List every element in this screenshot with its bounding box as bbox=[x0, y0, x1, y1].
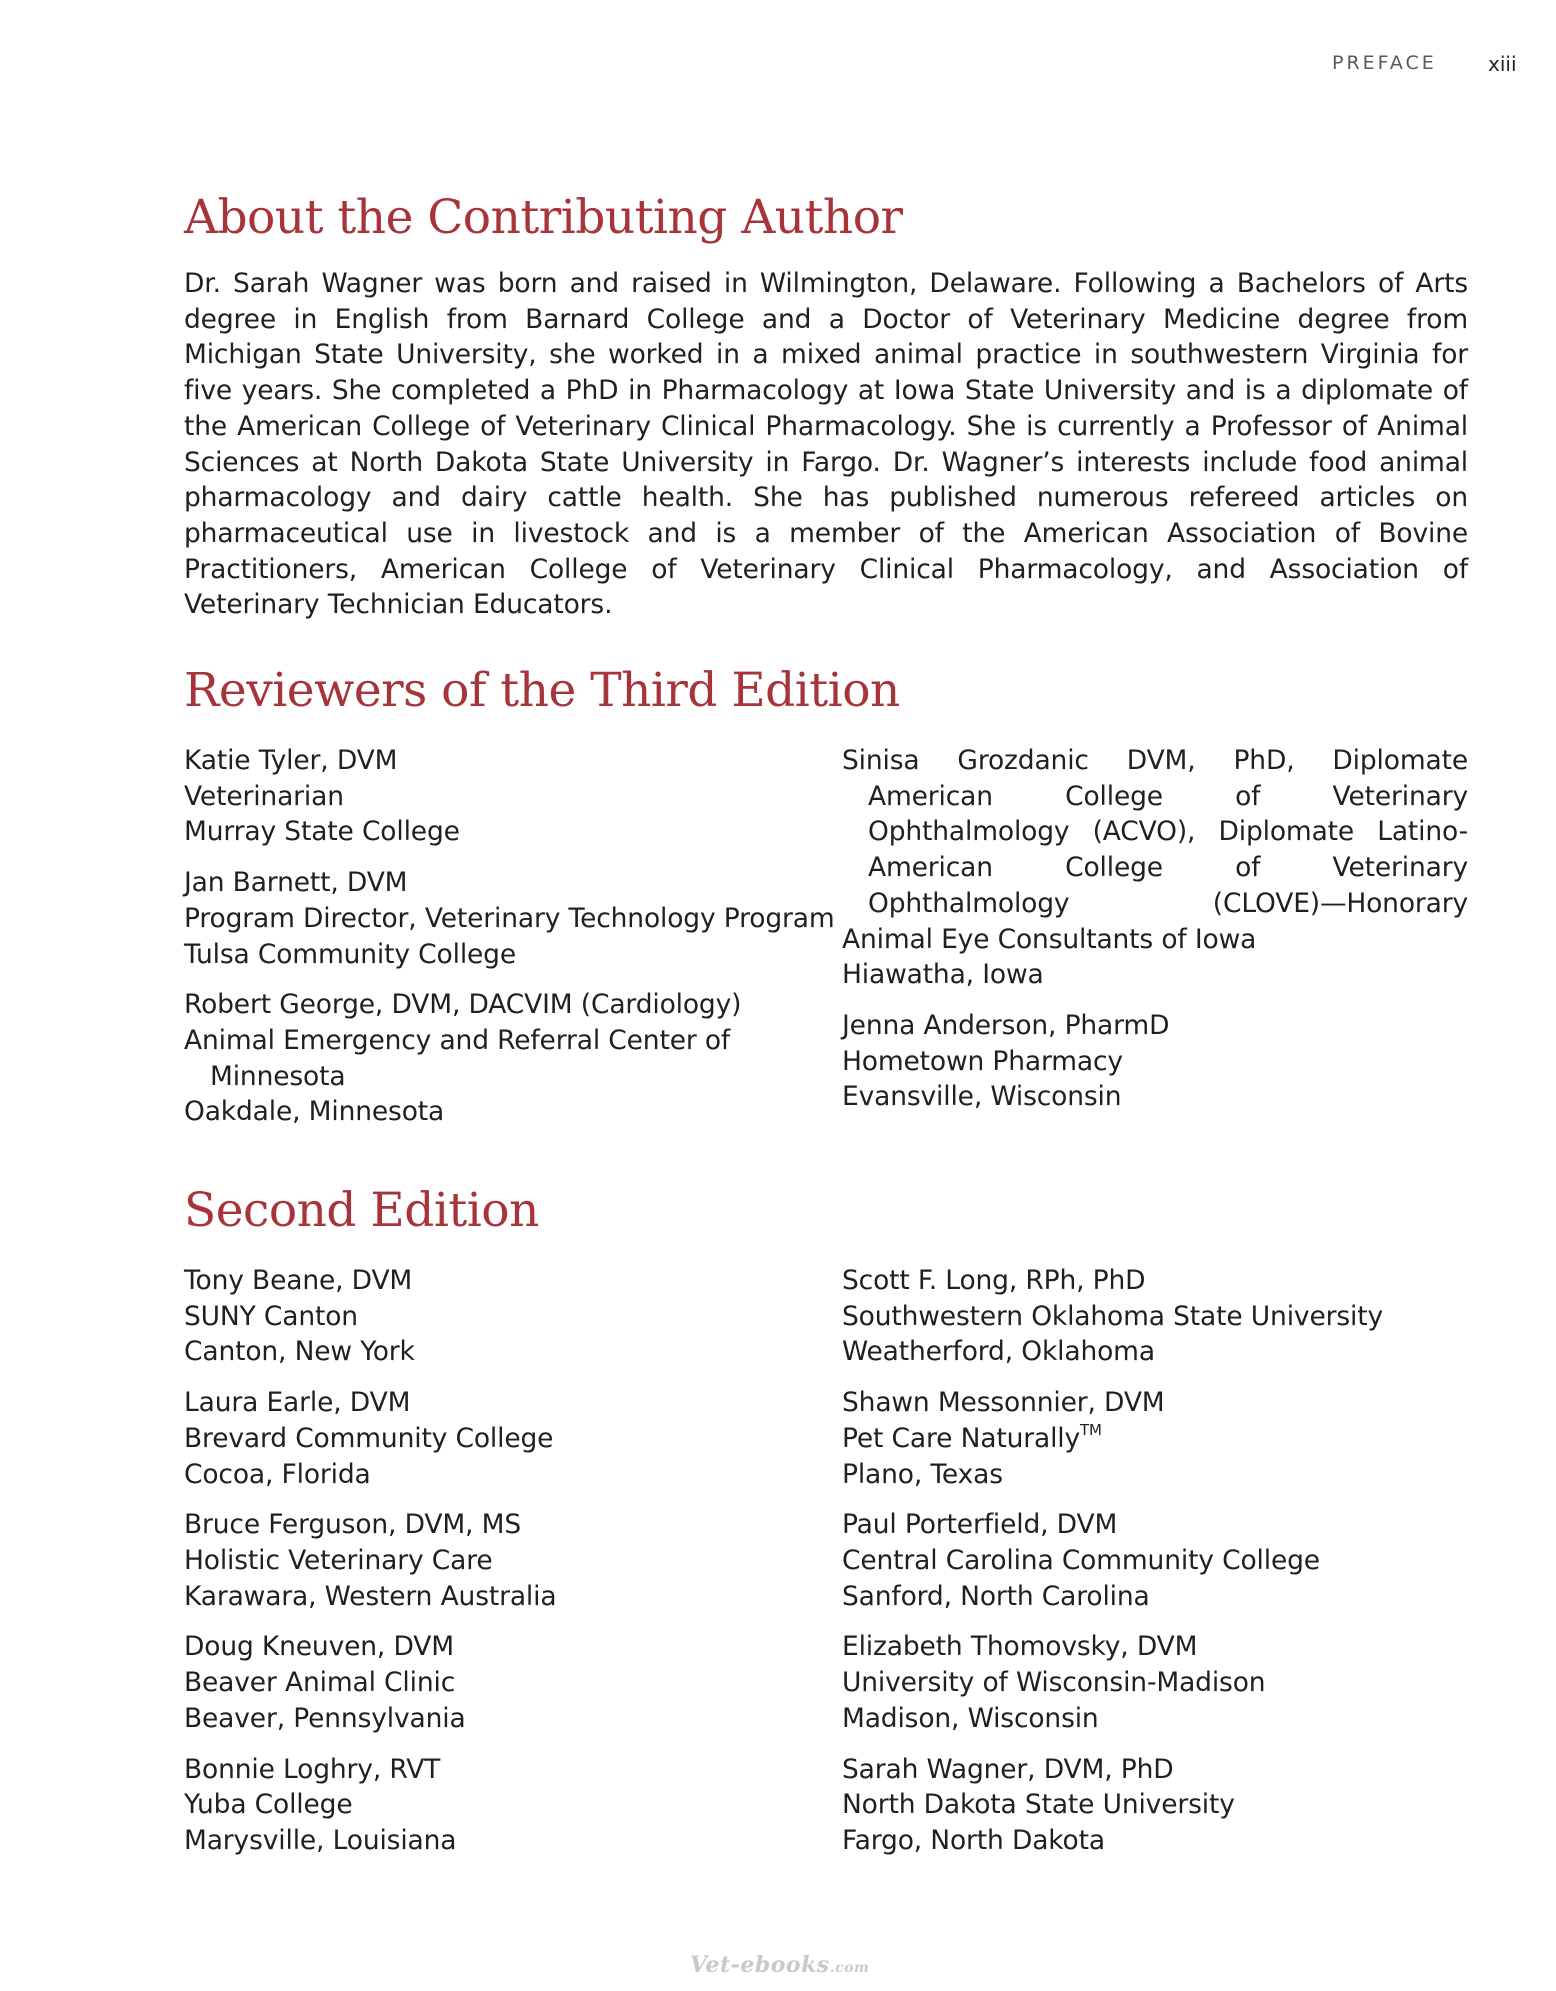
reviewer-name: Scott F. Long, RPh, PhD bbox=[842, 1265, 1146, 1297]
reviewer-name: Paul Porterfield, DVM bbox=[842, 1509, 1118, 1541]
reviewer-location: Plano, Texas bbox=[842, 1458, 1003, 1490]
reviewer-location: Hiawatha, Iowa bbox=[842, 959, 1044, 991]
reviewer-entry bbox=[184, 1263, 842, 1370]
reviewer-institution: Murray State College bbox=[184, 816, 460, 848]
third-edition-heading: Reviewers of the Third Edition bbox=[184, 663, 900, 719]
reviewer-institution: SUNY Canton bbox=[184, 1300, 358, 1332]
page-number: xiii bbox=[1488, 52, 1517, 76]
reviewer-entry bbox=[184, 1629, 842, 1736]
reviewer-entry bbox=[842, 1629, 1468, 1736]
reviewer-name: Jan Barnett, DVM bbox=[184, 867, 408, 899]
reviewer-institution-text: Pet Care Naturally bbox=[842, 1422, 1081, 1454]
watermark-logo bbox=[690, 1952, 869, 1978]
third-edition-left-column bbox=[184, 743, 842, 1145]
reviewer-entry bbox=[842, 1263, 1468, 1370]
reviewer-location: Cocoa, Florida bbox=[184, 1458, 371, 1490]
reviewer-entry bbox=[184, 987, 842, 1130]
reviewer-entry bbox=[184, 1752, 842, 1859]
third-edition-right-column bbox=[842, 743, 1468, 1145]
reviewer-institution: Holistic Veterinary Care bbox=[184, 1544, 493, 1576]
reviewer-entry bbox=[842, 1008, 1468, 1115]
reviewer-location: Marysville, Louisiana bbox=[184, 1824, 457, 1856]
reviewer-location: Sanford, North Carolina bbox=[842, 1580, 1150, 1612]
reviewer-name: Jenna Anderson, PharmD bbox=[842, 1009, 1170, 1041]
reviewer-entry bbox=[184, 1385, 842, 1492]
reviewer-name: Katie Tyler, DVM bbox=[184, 745, 398, 777]
reviewer-institution: Beaver Animal Clinic bbox=[184, 1667, 456, 1699]
reviewer-name: Bonnie Loghry, RVT bbox=[184, 1753, 441, 1785]
reviewer-title: Program Director, Veterinary Technology Program bbox=[184, 902, 835, 934]
second-edition-reviewers-section bbox=[184, 1183, 1468, 1874]
second-edition-right-column bbox=[842, 1263, 1468, 1874]
reviewer-location: Weatherford, Oklahoma bbox=[842, 1336, 1155, 1368]
reviewer-name: Elizabeth Thomovsky, DVM bbox=[842, 1631, 1198, 1663]
about-author-heading: About the Contributing Author bbox=[184, 190, 903, 245]
reviewer-institution: Southwestern Oklahoma State University bbox=[842, 1300, 1383, 1332]
reviewer-entry bbox=[184, 743, 842, 850]
reviewer-name: Sinisa Grozdanic DVM, PhD, Diplomate American College of Veterinary Ophthalmology (ACVO), Diplomate Latino-American College of Veterinary Ophthalmology (CLOVE)—Honorary bbox=[842, 745, 1468, 919]
reviewer-institution: Hometown Pharmacy bbox=[842, 1045, 1123, 1077]
third-edition-columns bbox=[184, 743, 1468, 1145]
reviewer-location: Beaver, Pennsylvania bbox=[184, 1702, 466, 1734]
reviewer-name: Doug Kneuven, DVM bbox=[184, 1631, 454, 1663]
watermark-suffix: .com bbox=[829, 1960, 870, 1976]
reviewer-location: Karawara, Western Australia bbox=[184, 1580, 557, 1612]
about-author-section bbox=[184, 190, 1468, 623]
reviewer-name: Laura Earle, DVM bbox=[184, 1387, 411, 1419]
reviewer-institution: Animal Eye Consultants of Iowa bbox=[842, 923, 1257, 955]
reviewer-entry bbox=[842, 743, 1468, 993]
reviewer-name: Robert George, DVM, DACVIM (Cardiology) bbox=[184, 989, 742, 1021]
reviewer-name: Tony Beane, DVM bbox=[184, 1265, 413, 1297]
reviewer-institution: Brevard Community College bbox=[184, 1422, 554, 1454]
reviewer-name: Sarah Wagner, DVM, PhD bbox=[842, 1753, 1174, 1785]
reviewer-institution: Yuba College bbox=[184, 1789, 353, 1821]
author-bio-paragraph: Dr. Sarah Wagner was born and raised in Wilmington, Delaware. Following a Bachelors of Arts degree in English from Barnard College and a Doctor of Veterinary Medicine degree from Michigan State University, she worked in a mixed animal practice in southwestern Virginia for five years. She completed a PhD in Pharmacology at Iowa State University and is a diplomate of the American College of Veterinary Clinical Pharmacology. She is currently a Professor of Animal Sciences at North Dakota State University in Fargo. Dr. Wagner’s interests include food animal pharmacology and dairy cattle health. She has published numerous refereed articles on pharmaceutical use in livestock and is a member of the American Association of Bovine Practitioners, American College of Veterinary Clinical Pharmacology, and Association of Veterinary Technician Educators. bbox=[184, 268, 1468, 621]
reviewer-name: Bruce Ferguson, DVM, MS bbox=[184, 1509, 521, 1541]
third-edition-reviewers-section bbox=[184, 663, 1468, 1145]
reviewer-location: Oakdale, Minnesota bbox=[184, 1096, 445, 1128]
reviewer-name: Shawn Messonnier, DVM bbox=[842, 1387, 1165, 1419]
watermark-brand: Vet-ebooks bbox=[690, 1952, 830, 1978]
reviewer-location: Evansville, Wisconsin bbox=[842, 1081, 1122, 1113]
reviewer-entry bbox=[842, 1752, 1468, 1859]
reviewer-title: Veterinarian bbox=[184, 780, 344, 812]
running-head bbox=[0, 52, 1556, 82]
reviewer-entry bbox=[842, 1385, 1468, 1492]
page-content bbox=[184, 190, 1468, 1874]
reviewer-entry bbox=[184, 1507, 842, 1614]
reviewer-institution: University of Wisconsin-Madison bbox=[842, 1667, 1266, 1699]
second-edition-heading: Second Edition bbox=[184, 1183, 539, 1239]
reviewer-entry bbox=[842, 1507, 1468, 1614]
reviewer-institution: Animal Emergency and Referral Center of Minnesota bbox=[184, 1024, 731, 1092]
reviewer-institution: Tulsa Community College bbox=[184, 938, 517, 970]
reviewer-location: Fargo, North Dakota bbox=[842, 1824, 1105, 1856]
trademark-symbol: TM bbox=[1080, 1420, 1102, 1439]
reviewer-institution: North Dakota State University bbox=[842, 1789, 1235, 1821]
second-edition-left-column bbox=[184, 1263, 842, 1874]
reviewer-location: Canton, New York bbox=[184, 1336, 415, 1368]
reviewer-location: Madison, Wisconsin bbox=[842, 1702, 1099, 1734]
second-edition-columns bbox=[184, 1263, 1468, 1874]
reviewer-institution: Central Carolina Community College bbox=[842, 1544, 1320, 1576]
reviewer-institution bbox=[842, 1421, 1468, 1457]
reviewer-entry bbox=[184, 865, 842, 972]
running-head-section: PREFACE bbox=[1332, 52, 1437, 74]
